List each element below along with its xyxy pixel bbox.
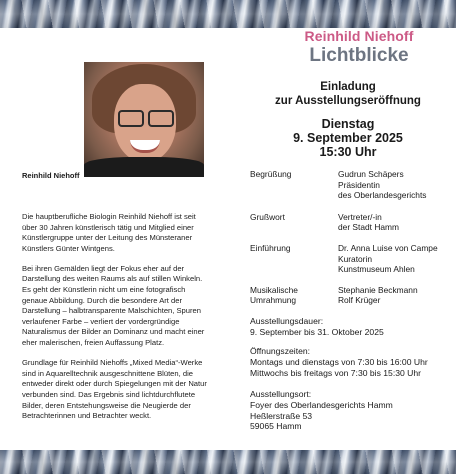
program-speaker — [338, 243, 456, 275]
date-weekday: Dienstag — [321, 117, 375, 131]
speaker-line: Dr. Anna Luise von Campe — [338, 242, 438, 253]
program-row — [250, 169, 456, 201]
speaker-line: Stephanie Beckmann — [338, 284, 418, 295]
speaker-line: Gudrun Schäpers — [338, 169, 404, 179]
program-role: Musikalische Umrahmung — [250, 284, 298, 306]
program-speaker — [338, 212, 456, 233]
speaker-line: Kunstmuseum Ahlen — [338, 264, 415, 275]
venue-line: Heßlerstraße 53 — [250, 410, 313, 421]
hours-label: Öffnungszeiten: — [250, 346, 311, 356]
date-time: 15:30 Uhr — [319, 145, 377, 159]
hours-line: Montags und dienstags von 7:30 bis 16:00 Uhr — [250, 356, 428, 367]
speaker-line: Kuratorin — [338, 253, 372, 264]
hours-line: Mittwochs bis freitags von 7:30 bis 15:30 Uhr — [250, 367, 422, 378]
program-list — [250, 169, 456, 306]
artist-name: Reinhild Niehoff — [304, 28, 414, 44]
speaker-line: der Stadt Hamm — [338, 222, 399, 233]
program-role: Grußwort — [250, 211, 285, 222]
program-row — [250, 243, 456, 275]
bio-paragraph: Grundlage für Reinhild Niehoffs „Mixed Media“-Werke sind in Aquarelltechnik ausgeschnittene Blüten, die entweder direkt oder durch Spiegelungen mit der Natur verbunden sind. Das Ergebnis sind lichtdurchflutete Bilder, deren Entstehungsweise die Neugierde der Betrachterinnen und Betrachter weckt. — [22, 358, 207, 421]
artist-portrait — [84, 62, 204, 177]
program-speaker — [338, 285, 456, 306]
painting-band-top — [0, 0, 456, 28]
bio-paragraph: Die hauptberufliche Biologin Reinhild Niehoff ist seit über 30 Jahren künstlerisch tätig und Mitglied einer Künstlergruppe unter der Leitung des Münsteraner Künstlers Günter Wintgens. — [22, 212, 196, 253]
program-row — [250, 285, 456, 306]
venue-line: Foyer des Oberlandesgerichts Hamm — [250, 399, 393, 410]
duration-value: 9. September bis 31. Oktober 2025 — [250, 326, 384, 337]
photo-caption: Reinhild Niehoff — [22, 171, 80, 180]
painting-band-bottom — [0, 450, 456, 474]
program-role: Einführung — [250, 242, 291, 253]
invitation-line-1: Einladung — [320, 81, 376, 93]
duration-label: Ausstellungsdauer: — [250, 316, 324, 326]
speaker-line: Rolf Krüger — [338, 295, 381, 306]
program-role: Begrüßung — [250, 169, 292, 179]
artist-bio — [22, 212, 208, 431]
opening-date — [250, 117, 446, 159]
program-speaker — [338, 169, 456, 201]
venue-label: Ausstellungsort: — [250, 389, 312, 399]
opening-hours — [250, 346, 450, 378]
speaker-line: des Oberlandesgerichts — [338, 190, 427, 201]
date-day: 9. September 2025 — [293, 131, 403, 145]
bio-paragraph: Bei ihren Gemälden liegt der Fokus eher auf der Darstellung des weiten Raums als auf stillen Winkeln. Es geht der Künstlerin nicht um eine fotografisch genaue Abbildung. Durch die besondere Art der Darstellung – halbtransparente Malschichten, Spuren verlaufener Farbe – verliert der vordergründige Naturalismus der Bilder an Dominanz und macht einer eher malerischen, freien Auffassung Platz. — [22, 263, 205, 348]
exhibition-title: Lichtblicke — [309, 45, 409, 66]
header — [262, 28, 456, 67]
invitation-heading — [250, 80, 446, 108]
exhibition-venue — [250, 389, 450, 432]
speaker-line: Vertreter/-in — [338, 211, 382, 222]
invitation-line-2: zur Ausstellungseröffnung — [275, 95, 421, 107]
program-row — [250, 212, 456, 233]
exhibition-duration — [250, 316, 450, 338]
venue-line: 59065 Hamm — [250, 421, 302, 432]
speaker-line: Präsidentin — [338, 179, 380, 190]
